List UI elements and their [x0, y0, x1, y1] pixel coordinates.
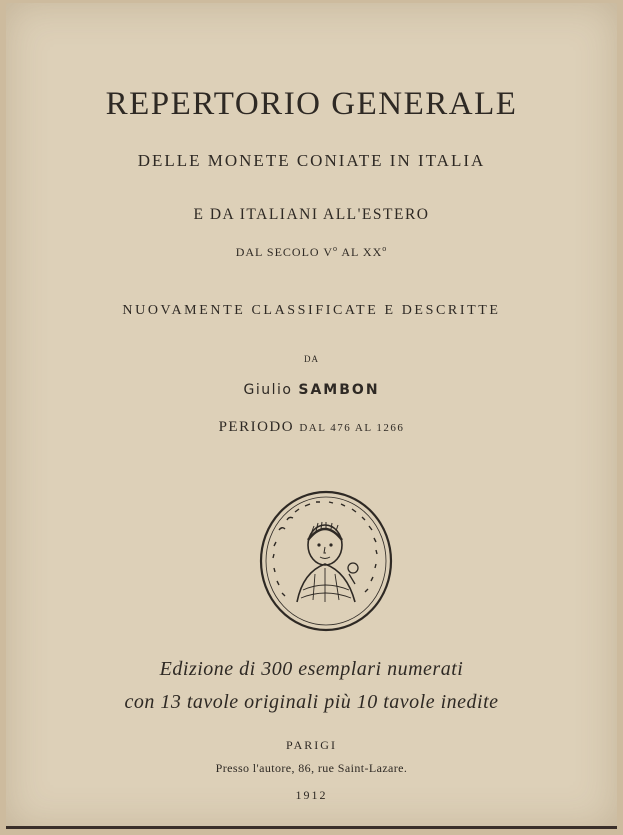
edition-line-1: Edizione di 300 esemplari numerati	[159, 658, 464, 680]
period-dates: DAL 476 AL 1266	[299, 422, 405, 434]
author-last-name: SAMBON	[298, 382, 380, 398]
publication-year: 1912	[295, 788, 328, 802]
century-sup-1: o	[333, 244, 339, 253]
title-page	[6, 3, 617, 829]
subtitle-line-2: E DA ITALIANI ALL'ESTERO	[193, 206, 430, 223]
century-range	[6, 244, 617, 260]
publisher-address: Presso l'autore, 86, rue Saint-Lazare.	[215, 761, 408, 775]
period-label: PERIODO	[218, 419, 295, 435]
century-prefix: DAL SECOLO V	[235, 245, 334, 259]
century-mid: AL XX	[338, 245, 383, 259]
document-title: REPERTORIO GENERALE	[105, 86, 518, 122]
author-name	[6, 382, 617, 398]
publication-city: PARIGI	[286, 738, 337, 752]
by-label: DA	[304, 354, 319, 364]
subtitle-line-4: NUOVAMENTE CLASSIFICATE E DESCRITTE	[122, 303, 501, 318]
period-range	[6, 419, 617, 436]
edition-line-2: con 13 tavole originali più 10 tavole inedite	[124, 691, 499, 713]
century-sup-2: o	[382, 244, 388, 253]
bottom-edge	[6, 826, 617, 829]
coin-illustration-icon	[259, 490, 393, 632]
subtitle-line-1: DELLE MONETE CONIATE IN ITALIA	[137, 151, 486, 170]
author-first-name: Giulio	[243, 382, 293, 398]
